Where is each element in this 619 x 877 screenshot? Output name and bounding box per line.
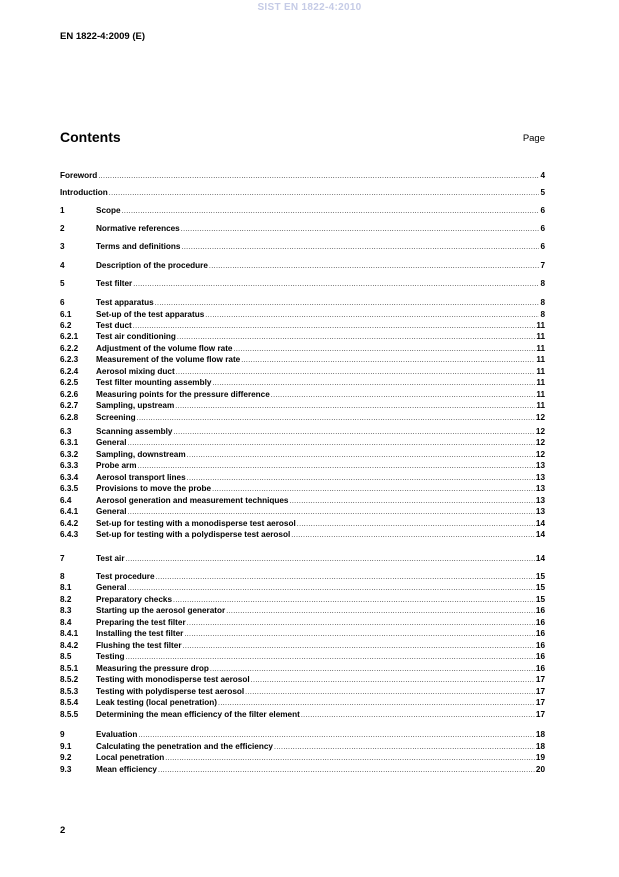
toc-entry-page: 11 — [536, 321, 545, 330]
toc-entry-number: 8.4.2 — [60, 641, 79, 650]
toc-entry[interactable] — [60, 617, 545, 628]
toc-dot-leader — [181, 241, 539, 253]
toc-entry-number: 8 — [60, 572, 65, 581]
toc-entry-title: Aerosol transport lines — [96, 473, 186, 482]
toc-entry-page: 11 — [536, 355, 545, 364]
toc-entry-page: 11 — [536, 390, 545, 399]
toc-entry-page: 16 — [535, 629, 545, 638]
toc-entry-title: Test duct — [96, 321, 132, 330]
toc-entry-page: 16 — [535, 652, 545, 661]
toc-entry-title: Test filter mounting assembly — [96, 378, 212, 387]
toc-entry-page: 20 — [535, 765, 545, 774]
toc-dot-leader — [126, 553, 535, 565]
toc-entry-number: 8.5.1 — [60, 664, 79, 673]
toc-entry-page: 11 — [536, 378, 545, 387]
toc-entry[interactable] — [60, 495, 545, 506]
toc-entry[interactable] — [60, 205, 545, 216]
toc-entry[interactable] — [60, 697, 545, 708]
toc-entry-number: 6.4.2 — [60, 519, 79, 528]
toc-entry-page: 16 — [535, 641, 545, 650]
toc-entry-page: 14 — [535, 554, 545, 563]
toc-dot-leader — [155, 297, 540, 309]
toc-entry-title: Calculating the penetration and the efficiency — [96, 742, 273, 751]
toc-entry[interactable] — [60, 472, 545, 483]
toc-entry-title: Test filter — [96, 279, 133, 288]
toc-entry-title: Scope — [96, 206, 121, 215]
toc-entry-page: 16 — [535, 618, 545, 627]
toc-entry-title: Adjustment of the volume flow rate — [96, 344, 233, 353]
toc-entry-page: 11 — [536, 401, 545, 410]
toc-entry-number: 9 — [60, 730, 65, 739]
toc-entry-number: 6.2.8 — [60, 413, 79, 422]
toc-entry-page: 16 — [535, 606, 545, 615]
toc-dot-leader — [128, 506, 535, 518]
toc-entry-number: 8.1 — [60, 583, 72, 592]
toc-entry-title: Test apparatus — [96, 298, 154, 307]
toc-entry-page: 15 — [535, 595, 545, 604]
toc-entry-title: General — [96, 438, 127, 447]
toc-dot-leader — [126, 651, 535, 663]
toc-entry-page: 17 — [535, 698, 545, 707]
toc-entry-title: Measurement of the volume flow rate — [96, 355, 241, 364]
toc-entry[interactable] — [60, 170, 545, 181]
toc-dot-leader — [181, 223, 540, 235]
toc-entry[interactable] — [60, 651, 545, 662]
toc-dot-leader — [212, 377, 535, 389]
toc-entry-number: 6.3.2 — [60, 450, 79, 459]
toc-dot-leader — [241, 354, 535, 366]
toc-entry-title: Aerosol generation and measurement techniques — [96, 496, 289, 505]
toc-entry-number: 8.4 — [60, 618, 72, 627]
toc-entry-title: Screening — [96, 413, 136, 422]
toc-entry[interactable] — [60, 518, 545, 529]
toc-entry[interactable] — [60, 297, 545, 308]
toc-entry-title: Description of the procedure — [96, 261, 208, 270]
toc-entry-number: 8.5.2 — [60, 675, 79, 684]
toc-entry-page: 12 — [535, 438, 545, 447]
toc-entry-page: 6 — [540, 224, 545, 233]
toc-entry-title: Sampling, upstream — [96, 401, 175, 410]
toc-entry-number: 6.2 — [60, 321, 72, 330]
toc-entry-title: Set-up for testing with a polydisperse test aerosol — [96, 530, 291, 539]
toc-entry-number: 6.2.2 — [60, 344, 79, 353]
page-column-label: Page — [522, 133, 545, 144]
toc-entry[interactable] — [60, 483, 545, 494]
toc-entry-number: 8.5 — [60, 652, 72, 661]
toc-entry[interactable] — [60, 663, 545, 674]
toc-entry-title: Installing the test filter — [96, 629, 184, 638]
toc-entry-number: 9.3 — [60, 765, 72, 774]
toc-entry-number: 6.4 — [60, 496, 72, 505]
toc-entry[interactable] — [60, 674, 545, 685]
toc-entry-title: Mean efficiency — [96, 765, 157, 774]
toc-entry-page: 5 — [540, 188, 545, 197]
toc-entry-page: 7 — [540, 261, 545, 270]
toc-entry-page: 18 — [535, 730, 545, 739]
toc-entry[interactable] — [60, 260, 545, 271]
toc-entry[interactable] — [60, 437, 545, 448]
toc-entry-page: 4 — [540, 171, 545, 180]
toc-dot-leader — [301, 709, 535, 721]
toc-entry-number: 1 — [60, 206, 65, 215]
toc-entry-number: 8.5.3 — [60, 687, 79, 696]
toc-entry-page: 14 — [535, 519, 545, 528]
toc-entry[interactable] — [60, 709, 545, 720]
toc-entry[interactable] — [60, 628, 545, 639]
toc-entry-number: 8.5.4 — [60, 698, 79, 707]
toc-entry[interactable] — [60, 529, 545, 540]
toc-entry-number: 8.5.5 — [60, 710, 79, 719]
toc-entry-number: 8.2 — [60, 595, 72, 604]
toc-entry-number: 6 — [60, 298, 65, 307]
toc-entry-number: 6.3.5 — [60, 484, 79, 493]
toc-entry-page: 6 — [540, 242, 545, 251]
toc-entry-title: Set-up for testing with a monodisperse test aerosol — [96, 519, 296, 528]
toc-entry[interactable] — [60, 278, 545, 289]
toc-entry-number: 6.2.5 — [60, 378, 79, 387]
contents-title: Contents — [60, 129, 121, 145]
toc-entry-number: 6.4.1 — [60, 507, 79, 516]
toc-entry-title: Test procedure — [96, 572, 155, 581]
toc-entry[interactable] — [60, 309, 545, 320]
toc-entry[interactable] — [60, 553, 545, 564]
toc-dot-leader — [137, 412, 535, 424]
toc-entry-number: 6.3.4 — [60, 473, 79, 482]
toc-entry-page: 8 — [540, 279, 545, 288]
toc-entry-number: 6.4.3 — [60, 530, 79, 539]
toc-entry-page: 13 — [535, 461, 545, 470]
toc-entry-page: 15 — [535, 583, 545, 592]
toc-entry-page: 8 — [540, 310, 545, 319]
toc-entry-number: 4 — [60, 261, 65, 270]
toc-entry-number: 2 — [60, 224, 65, 233]
toc-entry[interactable] — [60, 412, 545, 423]
toc-entry-title: Scanning assembly — [96, 427, 173, 436]
toc-entry-number: 6.3.1 — [60, 438, 79, 447]
toc-entry-page: 13 — [535, 496, 545, 505]
toc-dot-leader — [109, 187, 540, 199]
toc-dot-leader — [138, 460, 535, 472]
toc-entry[interactable] — [60, 449, 545, 460]
toc-entry-page: 13 — [535, 507, 545, 516]
toc-entry-page: 6 — [540, 206, 545, 215]
toc-entry-number: 7 — [60, 554, 65, 563]
toc-entry-title: Local penetration — [96, 753, 165, 762]
toc-entry-number: 6.2.7 — [60, 401, 79, 410]
toc-entry-number: 6.2.4 — [60, 367, 79, 376]
toc-entry[interactable] — [60, 764, 545, 775]
toc-entry-title: Aerosol mixing duct — [96, 367, 175, 376]
watermark: SIST EN 1822-4:2010 — [257, 2, 362, 13]
toc-entry-number: 9.2 — [60, 753, 72, 762]
toc-dot-leader — [165, 752, 535, 764]
toc-entry-title: Measuring the pressure drop — [96, 664, 209, 673]
toc-entry-title: Provisions to move the probe — [96, 484, 212, 493]
toc-entry-page: 12 — [535, 450, 545, 459]
toc-dot-leader — [128, 582, 535, 594]
toc-entry-page: 15 — [535, 572, 545, 581]
toc-entry[interactable] — [60, 389, 545, 400]
toc-entry-page: 13 — [535, 473, 545, 482]
toc-entry-title: Probe arm — [96, 461, 137, 470]
toc-entry-number: 3 — [60, 242, 65, 251]
toc-entry[interactable] — [60, 400, 545, 411]
toc-entry-number: 6.2.6 — [60, 390, 79, 399]
toc-entry-title: Evaluation — [96, 730, 138, 739]
toc-entry[interactable] — [60, 354, 545, 365]
toc-entry-title: Test air — [96, 554, 125, 563]
toc-entry-title: Measuring points for the pressure difference — [96, 390, 270, 399]
toc-entry-page: 19 — [535, 753, 545, 762]
toc-entry-number: 6.2.3 — [60, 355, 79, 364]
toc-entry-number: 6.2.1 — [60, 332, 79, 341]
toc-entry-number: 8.4.1 — [60, 629, 79, 638]
toc-dot-leader — [251, 674, 535, 686]
toc-entry-page: 17 — [535, 675, 545, 684]
toc-entry-page: 8 — [540, 298, 545, 307]
toc-entry[interactable] — [60, 331, 545, 342]
toc-entry-page: 17 — [535, 710, 545, 719]
toc-dot-leader — [138, 729, 534, 741]
toc-dot-leader — [291, 529, 535, 541]
toc-entry[interactable] — [60, 640, 545, 651]
toc-entry-title: Preparatory checks — [96, 595, 173, 604]
toc-entry-title: Set-up of the test apparatus — [96, 310, 205, 319]
toc-dot-leader — [209, 260, 540, 272]
toc-entry-title: Starting up the aerosol generator — [96, 606, 226, 615]
toc-entry-page: 11 — [536, 367, 545, 376]
toc-entry-page: 12 — [535, 427, 545, 436]
toc-entry-page: 11 — [536, 332, 545, 341]
toc-entry-page: 16 — [535, 664, 545, 673]
toc-entry-title: Terms and definitions — [96, 242, 181, 251]
toc-entry-title: Normative references — [96, 224, 180, 233]
toc-entry-title: Determining the mean efficiency of the filter element — [96, 710, 300, 719]
toc-entry[interactable] — [60, 241, 545, 252]
toc-dot-leader — [226, 605, 535, 617]
toc-entry-page: 13 — [535, 484, 545, 493]
toc-entry-number: 6.3.3 — [60, 461, 79, 470]
toc-dot-leader — [133, 278, 539, 290]
toc-entry-title: Testing with polydisperse test aerosol — [96, 687, 245, 696]
toc-entry[interactable] — [60, 571, 545, 582]
toc-entry[interactable] — [60, 686, 545, 697]
toc-entry[interactable] — [60, 729, 545, 740]
toc-entry[interactable] — [60, 741, 545, 752]
toc-entry-number: 6.3 — [60, 427, 72, 436]
toc-entry-title: General — [96, 583, 127, 592]
standard-header: EN 1822-4:2009 (E) — [60, 31, 146, 42]
toc-entry-page: 12 — [535, 413, 545, 422]
page-number: 2 — [60, 825, 66, 836]
toc-entry-title: Sampling, downstream — [96, 450, 186, 459]
toc-entry[interactable] — [60, 320, 545, 331]
toc-entry-page: 17 — [535, 687, 545, 696]
toc-dot-leader — [212, 483, 535, 495]
toc-entry-title: Foreword — [60, 171, 98, 180]
toc-dot-leader — [128, 437, 535, 449]
toc-dot-leader — [184, 628, 535, 640]
toc-entry-page: 14 — [535, 530, 545, 539]
toc-dot-leader — [122, 205, 540, 217]
toc-entry-title: Testing — [96, 652, 125, 661]
toc-entry-number: 8.3 — [60, 606, 72, 615]
toc-entry[interactable] — [60, 377, 545, 388]
toc-entry-title: Test air conditioning — [96, 332, 176, 341]
toc-entry[interactable] — [60, 506, 545, 517]
toc-entry-title: Flushing the test filter — [96, 641, 182, 650]
toc-entry[interactable] — [60, 343, 545, 354]
toc-entry-title: Introduction — [60, 188, 108, 197]
toc-entry-title: General — [96, 507, 127, 516]
toc-entry-title: Leak testing (local penetration) — [96, 698, 218, 707]
toc-entry[interactable] — [60, 426, 545, 437]
toc-entry[interactable] — [60, 582, 545, 593]
toc-entry[interactable] — [60, 187, 545, 198]
toc-dot-leader — [175, 400, 535, 412]
toc-entry[interactable] — [60, 366, 545, 377]
toc-entry[interactable] — [60, 594, 545, 605]
toc-dot-leader — [177, 331, 535, 343]
toc-entry-title: Preparing the test filter — [96, 618, 186, 627]
toc-entry-page: 11 — [536, 344, 545, 353]
toc-dot-leader — [158, 764, 535, 776]
toc-entry-number: 6.1 — [60, 310, 72, 319]
toc-entry-title: Testing with monodisperse test aerosol — [96, 675, 250, 684]
toc-entry[interactable] — [60, 605, 545, 616]
toc-entry-page: 18 — [535, 742, 545, 751]
toc-entry[interactable] — [60, 752, 545, 763]
toc-dot-leader — [98, 170, 539, 182]
toc-entry[interactable] — [60, 223, 545, 234]
toc-entry[interactable] — [60, 460, 545, 471]
toc-dot-leader — [218, 697, 535, 709]
toc-entry-number: 5 — [60, 279, 65, 288]
toc-entry-number: 9.1 — [60, 742, 72, 751]
